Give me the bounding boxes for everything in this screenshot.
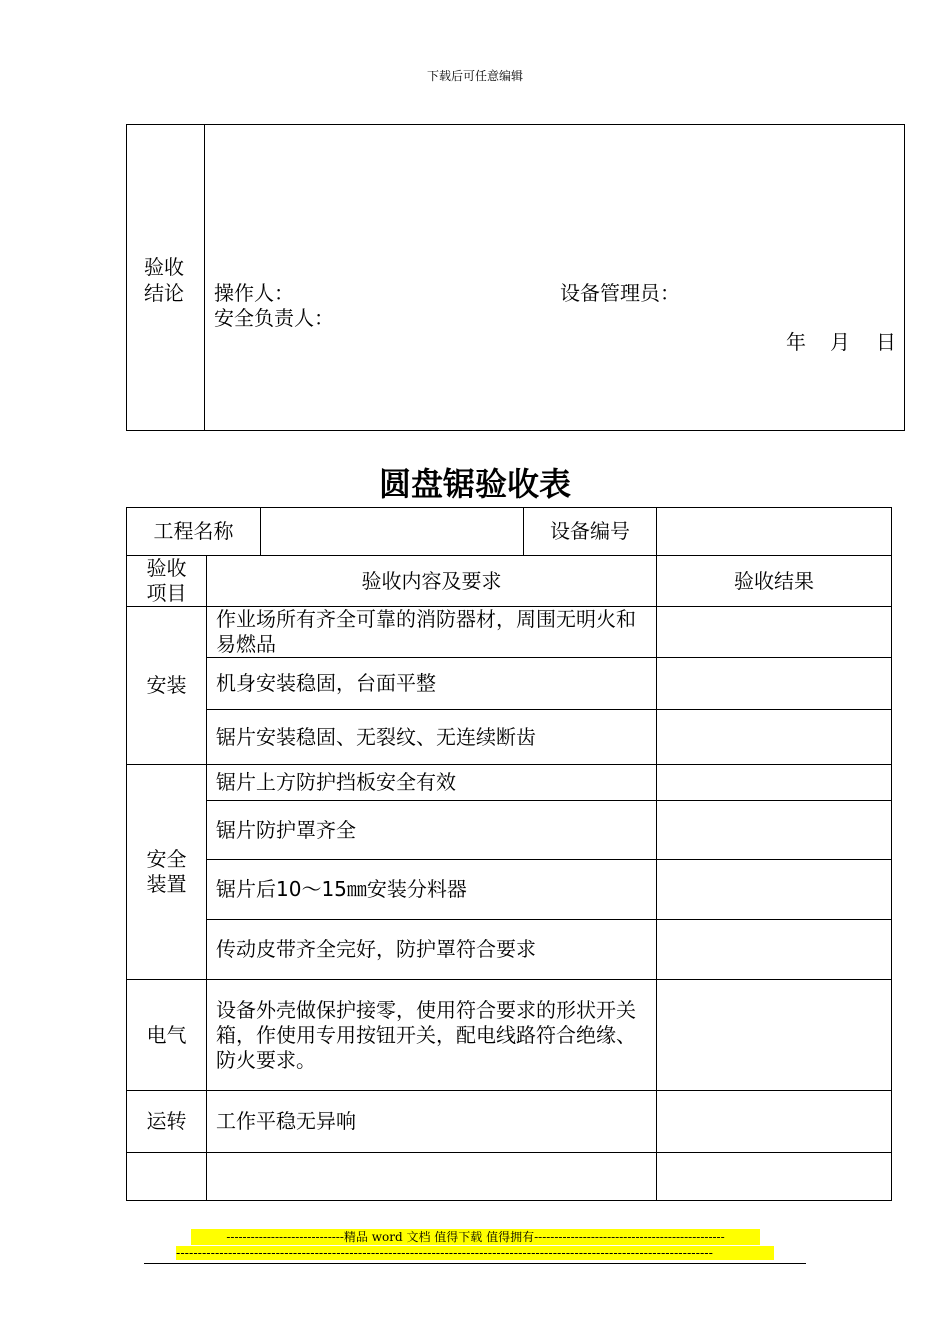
table-row (127, 980, 892, 1091)
col-content-header: 验收内容及要求 (207, 556, 657, 607)
install-item-1: 作业场所有齐全可靠的消防器材，周围无明火和易燃品 (207, 607, 657, 658)
conclusion-label-line2: 结论 (144, 281, 184, 305)
equipment-manager-label: 设备管理员： (560, 281, 680, 305)
safety-item-1: 锯片上方防护挡板安全有效 (207, 765, 657, 801)
result-cell (657, 710, 892, 765)
col-item-header (127, 556, 207, 607)
safety-item-3: 锯片后10～15㎜安装分料器 (207, 860, 657, 920)
result-cell (657, 920, 892, 980)
result-cell (657, 765, 892, 801)
install-item-3: 锯片安装稳固、无裂纹、无连续断齿 (207, 710, 657, 765)
col-result-header: 验收结果 (657, 556, 892, 607)
result-cell (657, 801, 892, 860)
table-row (127, 508, 892, 556)
footer-dash-line: ---------------------------------------------------------------------------------------------------------------------------- (176, 1246, 774, 1260)
result-cell (657, 658, 892, 710)
result-cell (657, 1091, 892, 1153)
conclusion-box (126, 124, 905, 431)
date-day: 日 (876, 330, 896, 354)
footer-banner: -----------------------------精品 word 文档 值得下载 值得拥有----------------------------------------------- (191, 1229, 760, 1245)
empty-cell (207, 1153, 657, 1201)
conclusion-label-line1: 验收 (144, 255, 184, 279)
group-safety-label (127, 765, 207, 980)
table-row (127, 710, 892, 765)
result-cell (657, 860, 892, 920)
page-title: 圆盘锯验收表 (378, 465, 571, 503)
col-item-header-line2: 项目 (146, 581, 187, 605)
date-month: 月 (830, 330, 850, 354)
operator-label: 操作人： (214, 281, 294, 305)
table-row (127, 607, 892, 658)
acceptance-table (126, 507, 892, 1201)
date-year: 年 (786, 330, 806, 354)
empty-cell (657, 1153, 892, 1201)
group-running-label: 运转 (127, 1091, 207, 1153)
install-item-2: 机身安装稳固，台面平整 (207, 658, 657, 710)
group-safety-label-line2: 装置 (146, 872, 187, 896)
conclusion-label (144, 254, 194, 306)
conclusion-divider (204, 124, 205, 431)
footer-rule (144, 1263, 806, 1264)
safety-person-label: 安全负责人： (214, 306, 334, 330)
table-header-row (127, 556, 892, 607)
result-cell (657, 607, 892, 658)
table-row (127, 1153, 892, 1201)
header-note: 下载后可任意编辑 (426, 69, 523, 83)
group-safety-label-line1: 安全 (146, 847, 187, 871)
project-name-value (261, 508, 524, 556)
table-row (127, 920, 892, 980)
project-name-label: 工程名称 (127, 508, 261, 556)
equipment-no-value (657, 508, 892, 556)
table-row (127, 658, 892, 710)
group-install-label: 安装 (127, 607, 207, 765)
empty-cell (127, 1153, 207, 1201)
safety-item-4: 传动皮带齐全完好，防护罩符合要求 (207, 920, 657, 980)
group-electric-label: 电气 (127, 980, 207, 1091)
safety-item-2: 锯片防护罩齐全 (207, 801, 657, 860)
running-item-1: 工作平稳无异响 (207, 1091, 657, 1153)
table-row (127, 860, 892, 920)
table-row (127, 1091, 892, 1153)
col-item-header-line1: 验收 (146, 556, 187, 580)
result-cell (657, 980, 892, 1091)
equipment-no-label: 设备编号 (524, 508, 657, 556)
table-row (127, 765, 892, 801)
table-row (127, 801, 892, 860)
electric-item-1: 设备外壳做保护接零，使用符合要求的形状开关箱，作使用专用按钮开关，配电线路符合绝缘、防火要求。 (207, 980, 657, 1091)
